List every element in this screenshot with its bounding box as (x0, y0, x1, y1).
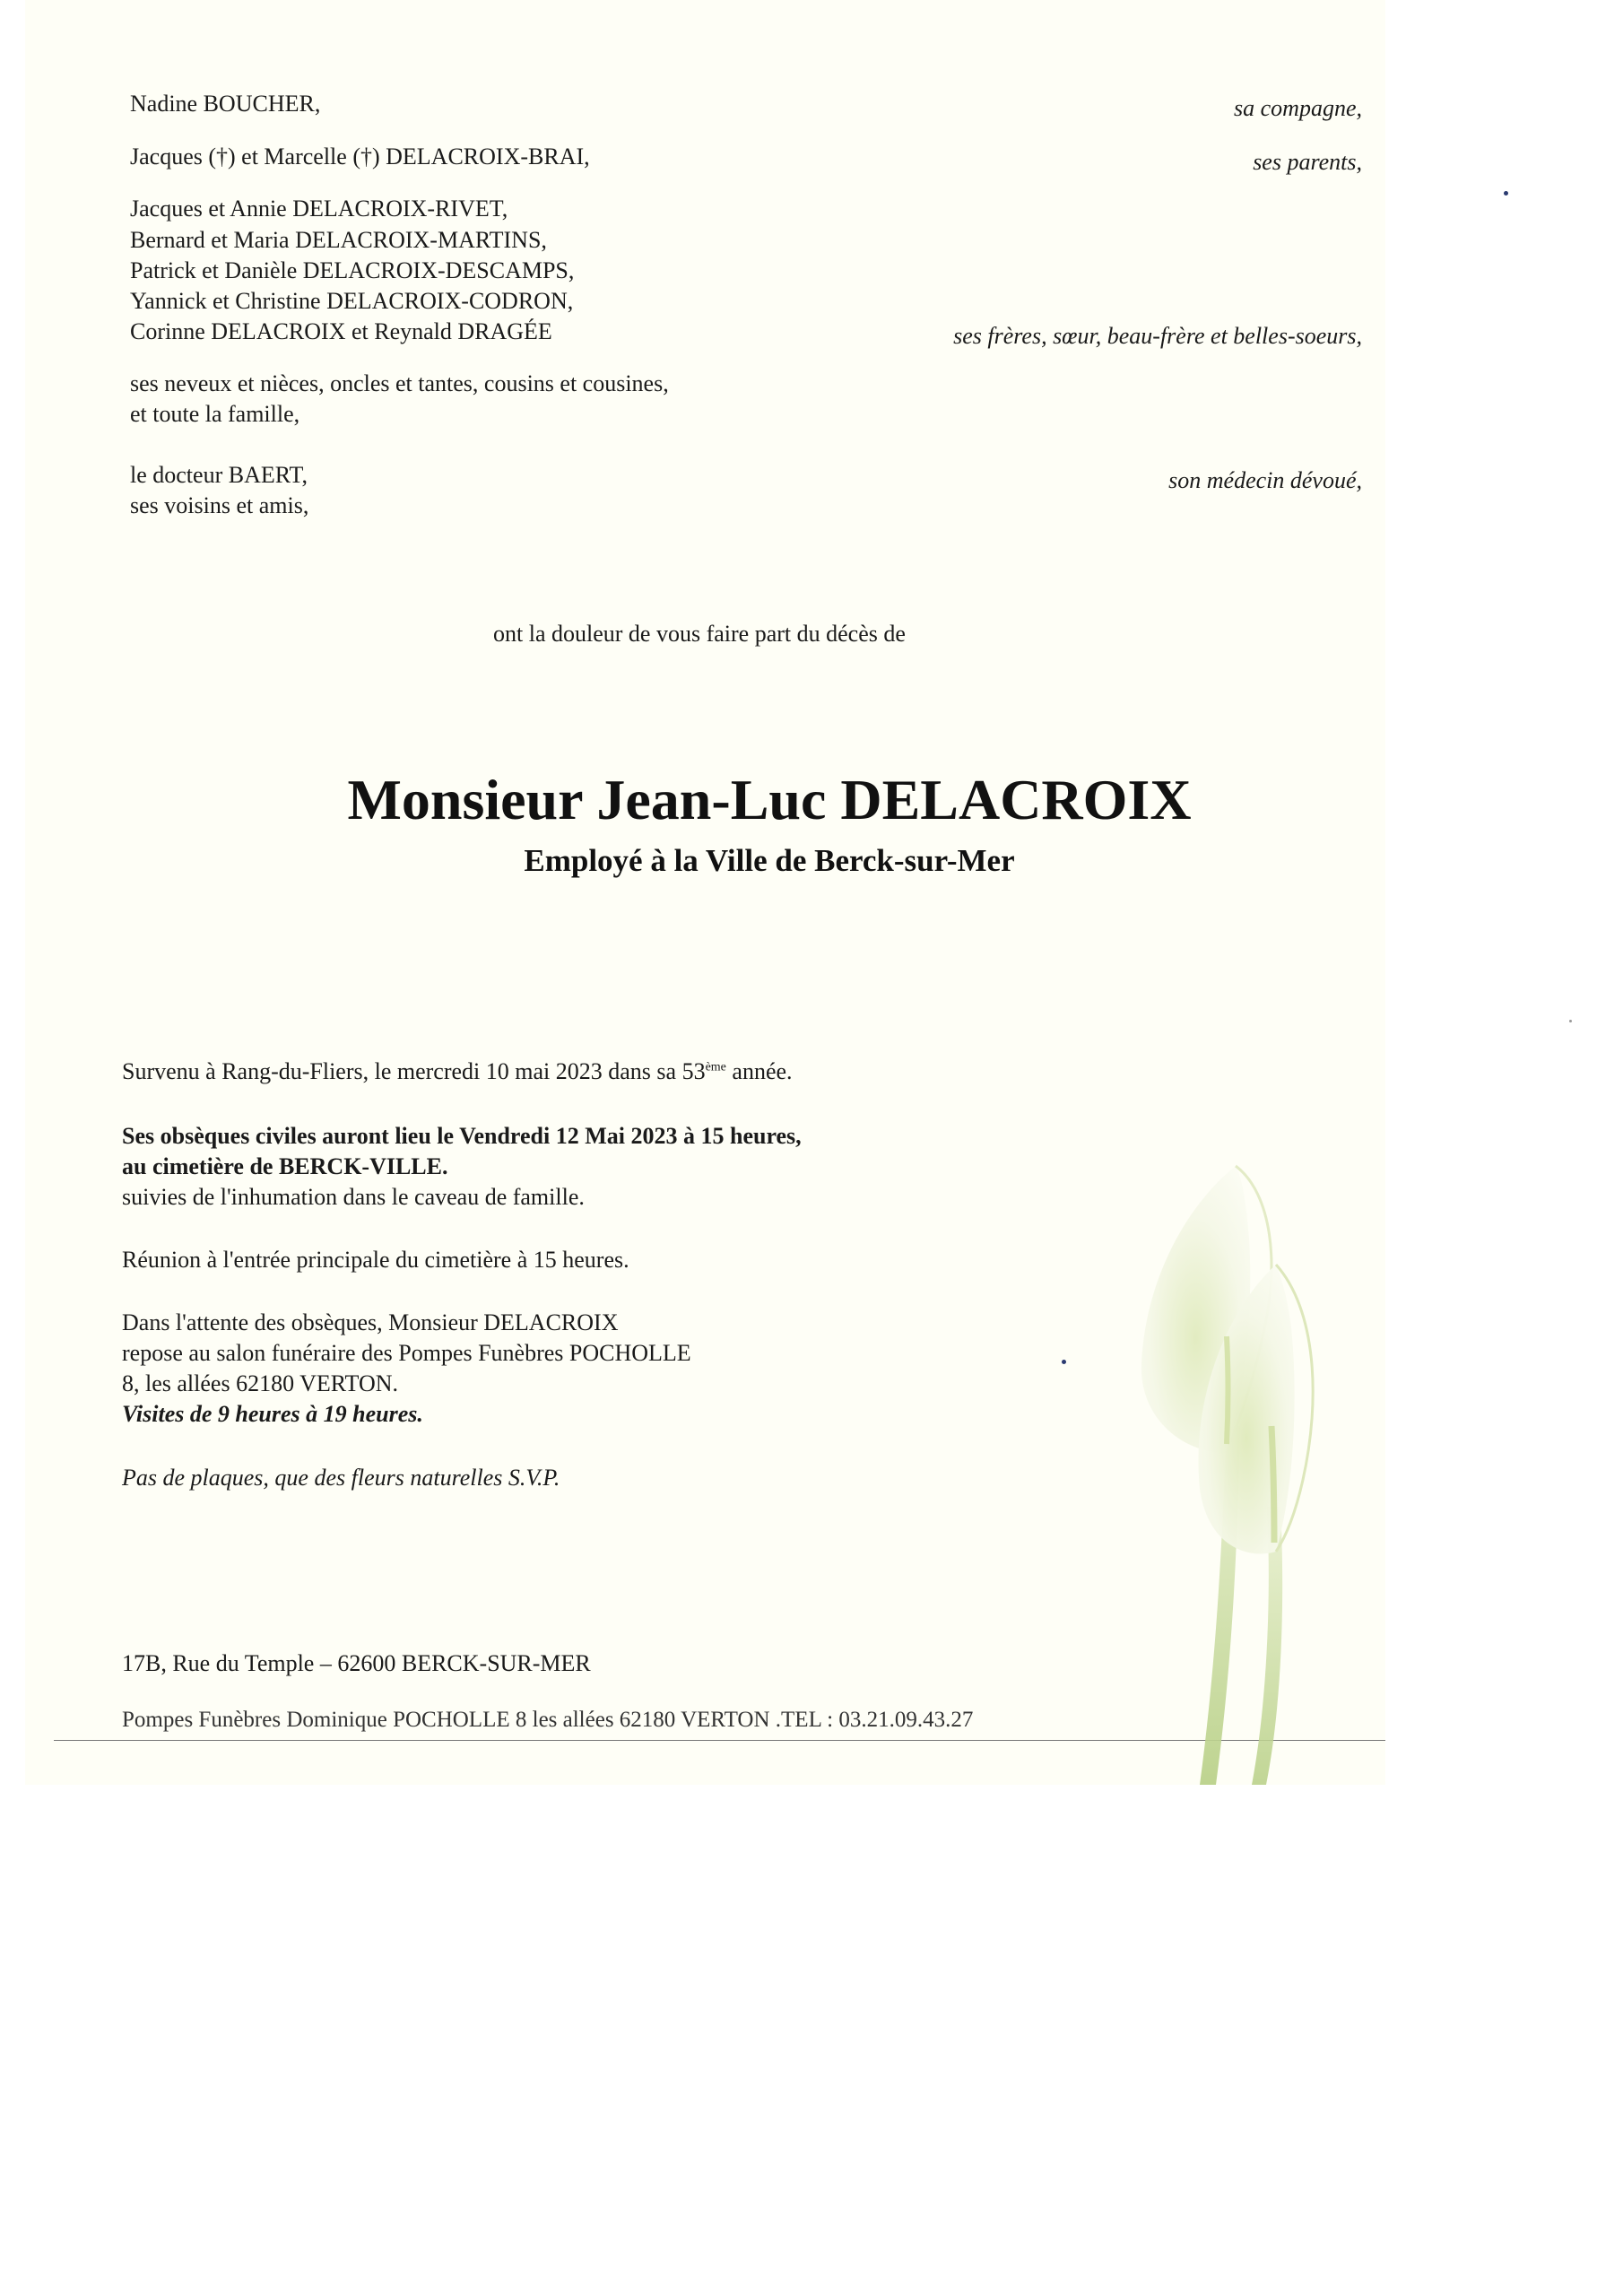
scan-speck (1569, 1020, 1572, 1022)
burial-text: suivies de l'inhumation dans le caveau de famille. (122, 1184, 585, 1210)
death-notice: Survenu à Rang-du-Fliers, le mercredi 10 mai 2023 dans sa 53ème année. (122, 1058, 793, 1084)
meeting-text: Réunion à l'entrée principale du cimetière à 15 heures. (122, 1247, 629, 1273)
viewing-line-2: repose au salon funéraire des Pompes Funèbres POCHOLLE (122, 1340, 691, 1366)
viewing-line-3: 8, les allées 62180 VERTON. (122, 1370, 399, 1396)
sibling-5: Corinne DELACROIX et Reynald DRAGÉE (130, 318, 552, 344)
parents-relation: ses parents, (1253, 149, 1362, 175)
flowers-request: Pas de plaques, que des fleurs naturelles S.V.P. (122, 1465, 560, 1491)
scan-speck (1062, 1360, 1066, 1364)
funeral-line-2: au cimetière de BERCK-VILLE. (122, 1153, 448, 1179)
scan-speck (1504, 191, 1508, 196)
neighbours-friends: ses voisins et amis, (130, 492, 309, 518)
funeral-line-1: Ses obsèques civiles auront lieu le Vendredi 12 Mai 2023 à 15 heures, (122, 1123, 802, 1149)
extended-family-1: ses neveux et nièces, oncles et tantes, cousins et cousines, (130, 370, 669, 396)
doctor-name: le docteur BAERT, (130, 462, 308, 488)
obituary-page (25, 0, 1385, 1785)
partner-name: Nadine BOUCHER, (130, 91, 321, 117)
deceased-name: Monsieur Jean-Luc DELACROIX (347, 768, 1192, 831)
visiting-hours: Visites de 9 heures à 19 heures. (122, 1401, 423, 1427)
partner-relation: sa compagne, (1234, 95, 1362, 121)
sibling-4: Yannick et Christine DELACROIX-CODRON, (130, 288, 574, 314)
sibling-2: Bernard et Maria DELACROIX-MARTINS, (130, 227, 547, 253)
doctor-relation: son médecin dévoué, (1168, 467, 1362, 493)
sibling-3: Patrick et Danièle DELACROIX-DESCAMPS, (130, 257, 575, 283)
siblings-relation: ses frères, sœur, beau-frère et belles-soeurs, (953, 323, 1362, 349)
sibling-1: Jacques et Annie DELACROIX-RIVET, (130, 196, 508, 222)
home-address: 17B, Rue du Temple – 62600 BERCK-SUR-MER (122, 1650, 591, 1676)
parents-names: Jacques (†) et Marcelle (†) DELACROIX-BRAI, (130, 144, 590, 170)
deceased-occupation: Employé à la Ville de Berck-sur-Mer (524, 843, 1015, 878)
calla-lily-icon (1092, 1130, 1361, 1785)
viewing-line-1: Dans l'attente des obsèques, Monsieur DELACROIX (122, 1309, 619, 1335)
funeral-home-footer: Pompes Funèbres Dominique POCHOLLE 8 les allées 62180 VERTON .TEL : 03.21.09.43.27 (122, 1708, 974, 1732)
extended-family-2: et toute la famille, (130, 401, 300, 427)
announcement-text: ont la douleur de vous faire part du décès de (493, 621, 906, 647)
